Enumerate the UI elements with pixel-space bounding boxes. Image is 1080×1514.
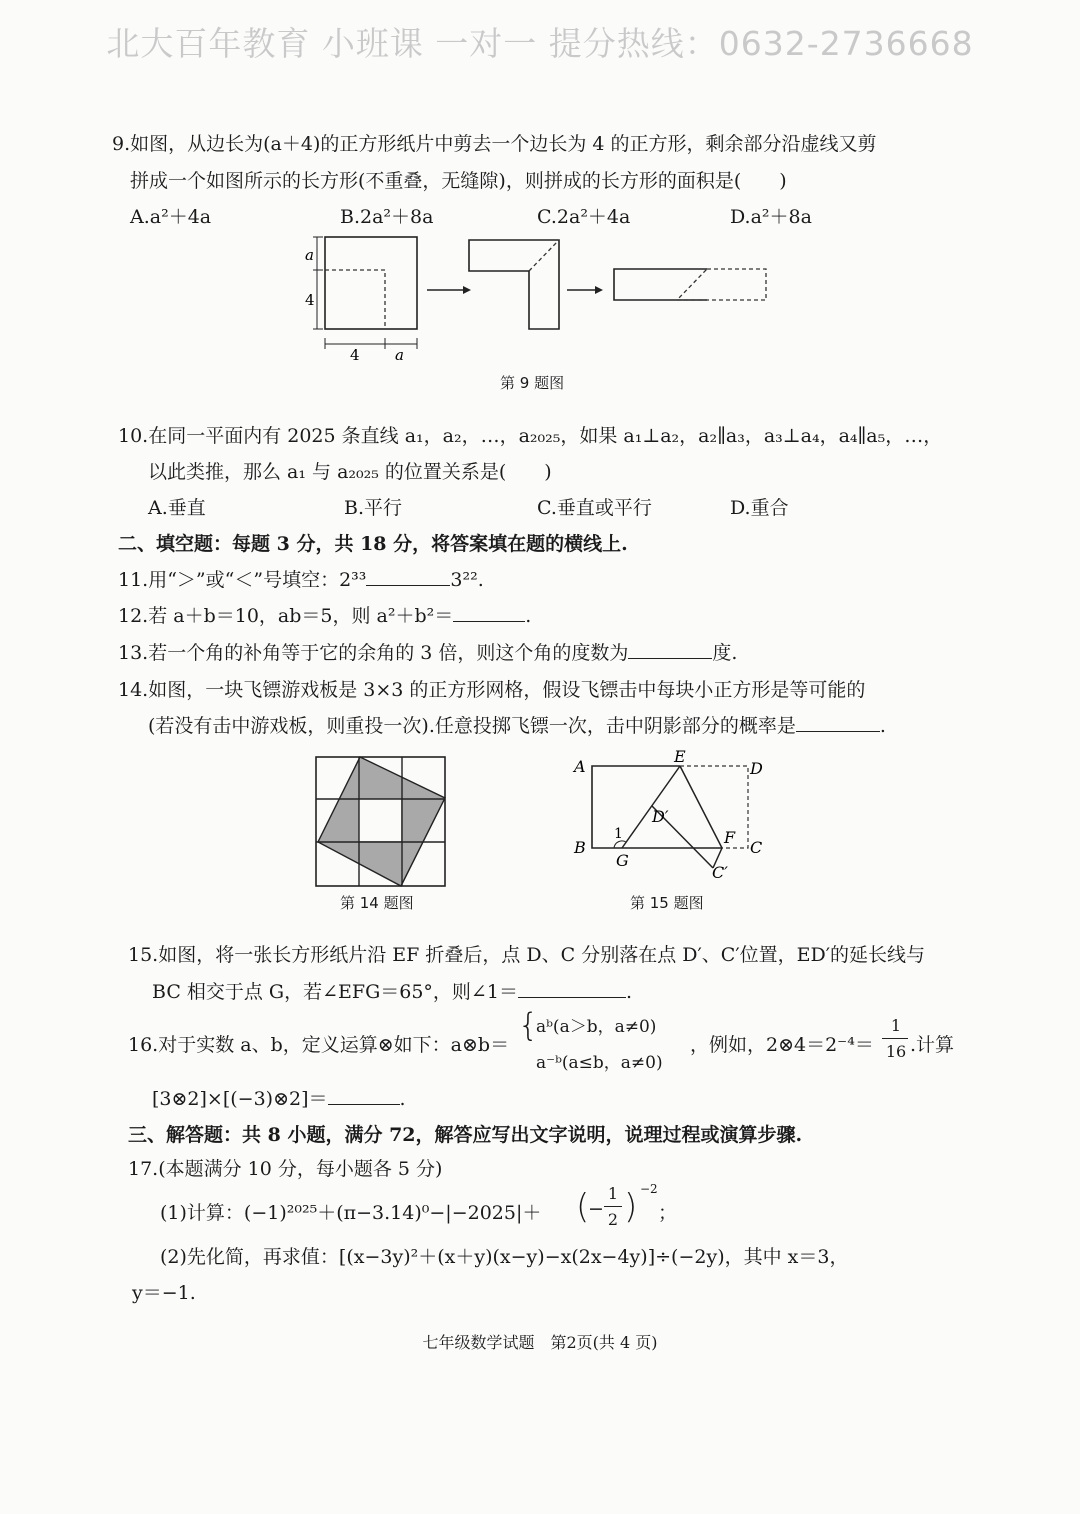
q9-option-a: A.a²＋4a [130,206,212,228]
q12-suffix: . [525,605,532,627]
q10-option-d: D.重合 [730,497,789,519]
q12-prefix: 12.若 a＋b＝10，ab＝5，则 a²＋b²＝ [118,605,454,627]
q17-p1-exp: −2 [640,1182,658,1196]
q13-suffix: 度. [712,642,738,664]
q17-p1-frac-num: 1 [607,1184,619,1203]
fig9-label-a: a [305,246,314,264]
q17-p1-rparen: ) [624,1187,638,1227]
q11-suffix: 3²². [450,569,484,591]
q9-option-d: D.a²＋8a [730,206,812,228]
q15-prefix: BC 相交于点 G，若∠EFG＝65°，则∠1＝ [152,981,518,1003]
fig9-label-4: 4 [305,291,315,309]
watermark: 北大百年教育 小班课 一对一 提分热线：0632-2736668 [106,24,974,63]
q16-line2 [152,1084,406,1111]
q13-blank [628,640,712,659]
fig14-caption: 第 14 题图 [340,894,414,912]
q14-text: (若没有击中游戏板，则重投一次).任意投掷飞镖一次，击中阴影部分的概率是 [148,715,796,737]
fig15-label-E: E [674,747,686,766]
section3-heading: 三、解答题：共 8 小题，满分 72，解答应写出文字说明，说理过程或演算步骤. [128,1124,803,1146]
q9-option-b: B.2a²＋8a [340,206,434,228]
fig15-label-D: D [750,759,763,778]
page-footer: 七年级数学试题 第2页(共 4 页) [422,1333,658,1352]
fig15-label-B: B [574,838,586,857]
fig15-caption: 第 15 题图 [630,894,704,912]
q14-line2 [148,711,886,738]
q9-line1: 9.如图，从边长为(a＋4)的正方形纸片中剪去一个边长为 4 的正方形，剩余部分沿虚线又剪 [112,133,877,155]
fig15-label-F: F [724,828,736,847]
q14-blank [796,713,880,732]
q16-tail: .计算 [910,1034,955,1056]
q14-line1: 14.如图，一块飞镖游戏板是 3×3 的正方形网格，假设飞镖击中每块小正方形是等可能的 [118,679,866,701]
q17-title: 17.(本题满分 10 分，每小题各 5 分) [128,1158,443,1180]
q11-prefix: 11.用“＞”或“＜”号填空：2³³ [118,569,367,591]
fig15-label-Cprime: C′ [712,863,728,882]
q16-line2-suffix: . [399,1088,406,1110]
q16-frac-num: 1 [890,1016,902,1035]
q17-p2-line1: (2)先化简，再求值：[(x−3y)²＋(x＋y)(x−y)−x(2x−4y)]÷(−2y)，其中 x＝3， [160,1246,849,1268]
q17-p2-line2: y＝−1. [132,1282,196,1304]
q16-line2-prefix: [3⊗2]×[(−3)⊗2]＝ [152,1088,328,1110]
q17-p1-prefix: (1)计算：(−1)²⁰²⁵＋(π−3.14)⁰−|−2025|＋ [160,1202,542,1224]
q16-case1: aᵇ(a＞b，a≠0) [536,1017,657,1037]
q15-blank [518,979,626,998]
q16-prefix: 16.对于实数 a、b，定义运算⊗如下：a⊗b＝ [128,1034,510,1056]
q10-option-a: A.垂直 [148,497,206,519]
fig15-label-G: G [616,851,629,870]
q17-p1-frac-sign: − [588,1198,604,1220]
section2-heading: 二、填空题：每题 3 分，共 18 分，将答案填在题的横线上. [118,533,628,555]
q9-line2: 拼成一个如图所示的长方形(不重叠，无缝隙)，则拼成的长方形的面积是( ) [130,170,787,192]
q11-line [118,565,484,592]
q10-option-c: C.垂直或平行 [537,497,652,519]
fig15-label-Dprime: D′ [652,807,669,826]
q16-case2: a⁻ᵇ(a≤b，a≠0) [536,1053,663,1073]
q9-option-c: C.2a²＋4a [537,206,631,228]
figure-14 [313,754,449,886]
q13-line [118,638,737,665]
q11-blank [366,567,450,586]
q16-frac-bar [882,1038,908,1039]
fig9-label-bottom-a: a [395,346,404,364]
q16-blank [328,1086,400,1105]
fig15-label-C: C [750,838,763,857]
q16-example: ，例如，2⊗4＝2⁻⁴＝ [690,1034,874,1056]
q17-p1-frac-bar [604,1206,622,1207]
q10-line1: 10.在同一平面内有 2025 条直线 a₁，a₂，…，a₂₀₂₅，如果 a₁⊥a₂，a₂∥a₃，a₃⊥a₄，a₄∥a₅，…， [118,425,943,447]
figure-15 [568,747,778,885]
fig15-label-1: 1 [614,826,623,842]
q15-line2 [152,977,632,1004]
figure-9 [295,232,775,362]
q13-prefix: 13.若一个角的补角等于它的余角的 3 倍，则这个角的度数为 [118,642,629,664]
q10-line2: 以此类推，那么 a₁ 与 a₂₀₂₅ 的位置关系是( ) [148,461,552,483]
fig15-label-A: A [574,757,586,776]
q16-brace: { [518,1006,539,1044]
q17-p1-lparen: ( [576,1187,590,1227]
q12-line [118,601,531,628]
fig9-label-bottom-4: 4 [350,346,360,364]
q17-p1-frac-den: 2 [607,1210,619,1229]
q14-suffix: . [879,715,886,737]
q12-blank [453,603,525,622]
q15-line1: 15.如图，将一张长方形纸片沿 EF 折叠后，点 D、C 分别落在点 D′、C′位置，ED′的延长线与 [128,944,926,966]
q17-p1-suffix: ； [658,1202,678,1224]
q10-option-b: B.平行 [344,497,403,519]
fig9-caption: 第 9 题图 [500,374,565,392]
q16-frac-den: 16 [885,1042,907,1061]
q15-suffix: . [625,981,632,1003]
